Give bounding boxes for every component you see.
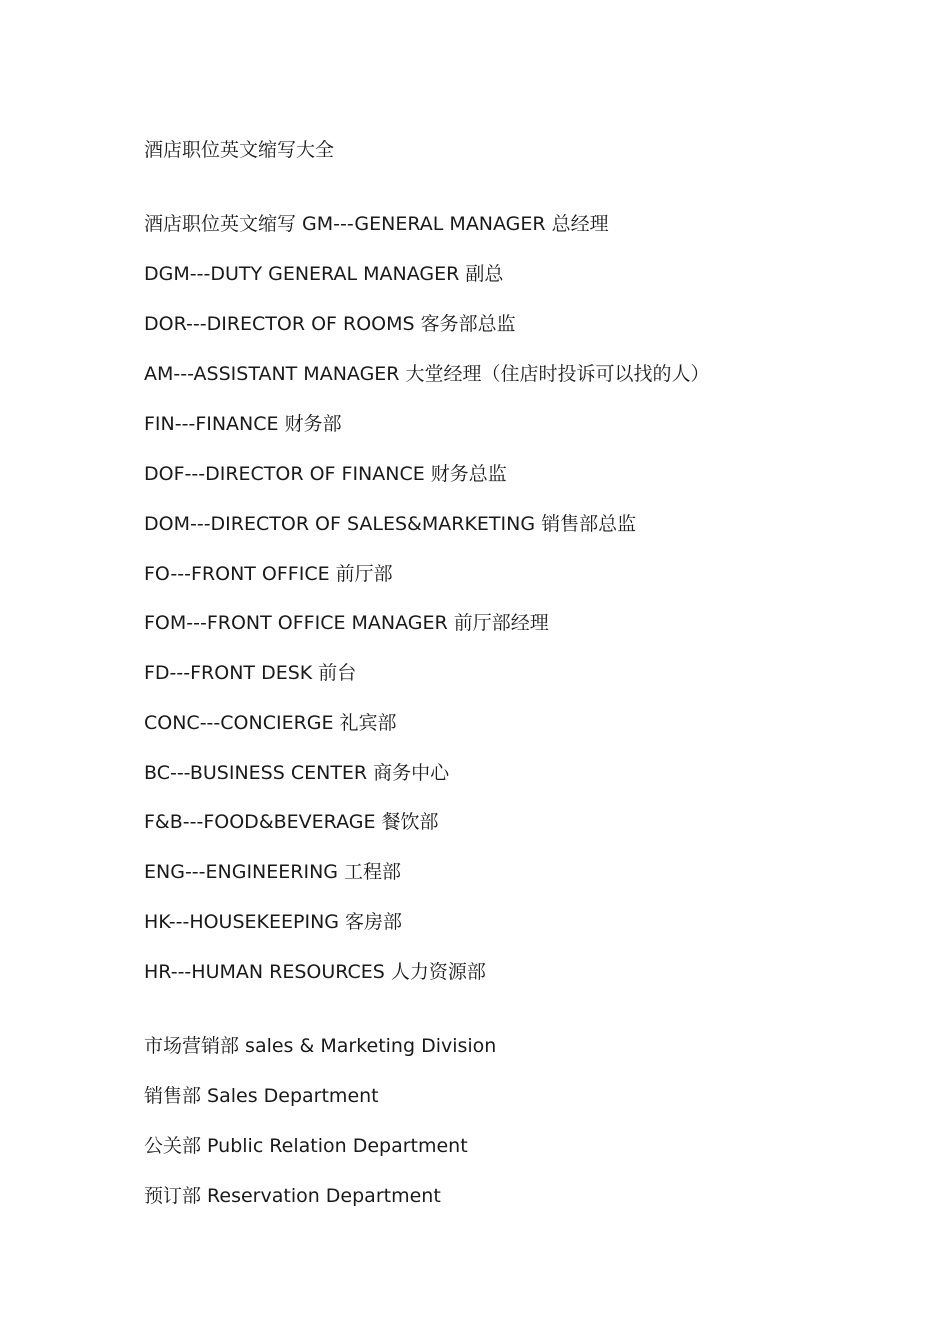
abbreviation-line: 酒店职位英文缩写 GM---GENERAL MANAGER 总经理 xyxy=(144,213,609,235)
abbreviation-line: F&B---FOOD&BEVERAGE 餐饮部 xyxy=(144,811,439,833)
abbreviation-line: CONC---CONCIERGE 礼宾部 xyxy=(144,712,397,734)
abbreviation-line: FO---FRONT OFFICE 前厅部 xyxy=(144,563,393,585)
abbreviation-line: AM---ASSISTANT MANAGER 大堂经理（住店时投诉可以找的人） xyxy=(144,363,710,385)
abbreviation-line: BC---BUSINESS CENTER 商务中心 xyxy=(144,762,450,784)
department-line: 预订部 Reservation Department xyxy=(144,1185,441,1207)
abbreviation-line: HR---HUMAN RESOURCES 人力资源部 xyxy=(144,961,486,983)
document-title: 酒店职位英文缩写大全 xyxy=(144,139,335,161)
abbreviation-line: HK---HOUSEKEEPING 客房部 xyxy=(144,911,403,933)
abbreviation-line: FD---FRONT DESK 前台 xyxy=(144,662,357,684)
abbreviation-line: DGM---DUTY GENERAL MANAGER 副总 xyxy=(144,263,504,285)
abbreviation-line: DOR---DIRECTOR OF ROOMS 客务部总监 xyxy=(144,313,516,335)
department-line: 市场营销部 sales & Marketing Division xyxy=(144,1035,497,1057)
department-line: 公关部 Public Relation Department xyxy=(144,1135,468,1157)
department-line: 销售部 Sales Department xyxy=(144,1085,379,1107)
abbreviation-line: DOF---DIRECTOR OF FINANCE 财务总监 xyxy=(144,463,507,485)
abbreviation-line: DOM---DIRECTOR OF SALES&MARKETING 销售部总监 xyxy=(144,513,637,535)
abbreviation-line: FOM---FRONT OFFICE MANAGER 前厅部经理 xyxy=(144,612,549,634)
abbreviation-line: ENG---ENGINEERING 工程部 xyxy=(144,861,402,883)
abbreviation-line: FIN---FINANCE 财务部 xyxy=(144,413,342,435)
